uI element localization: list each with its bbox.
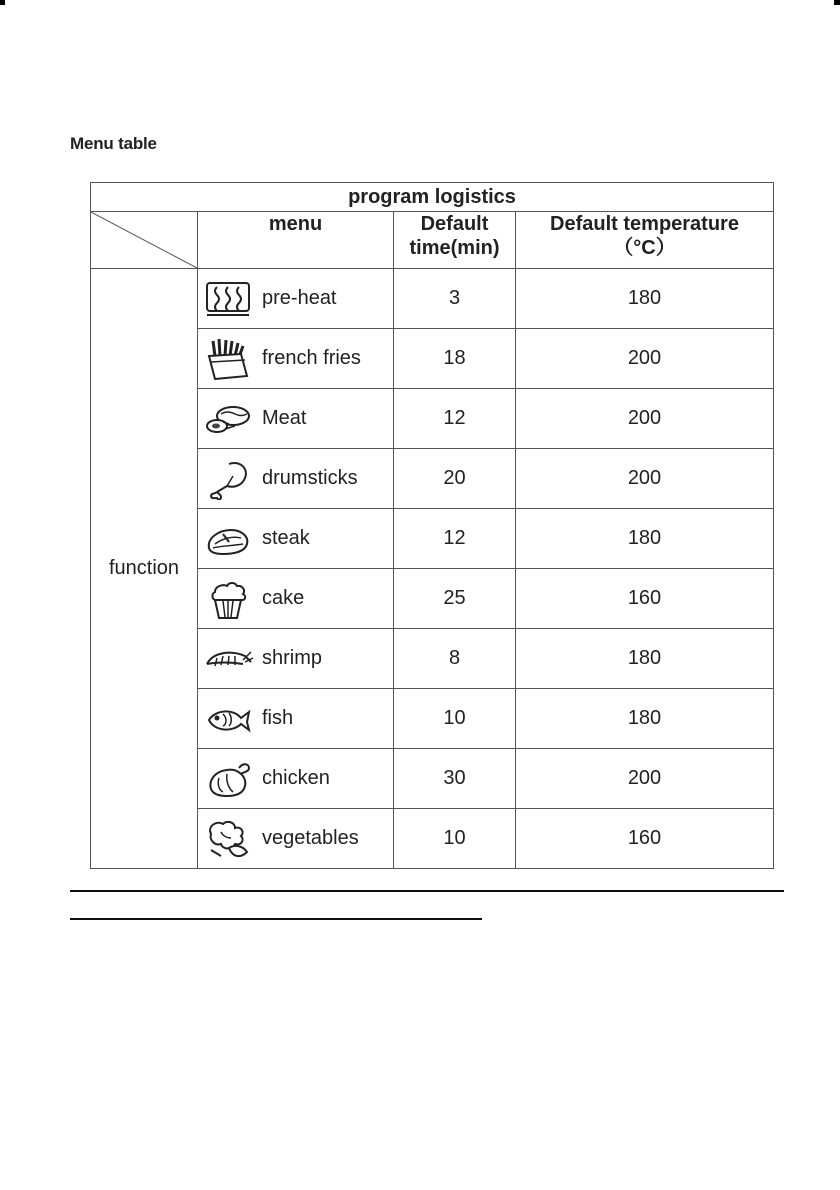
- menu-cell: [198, 389, 394, 449]
- menu-cell: [198, 269, 394, 329]
- vegetables-icon: [202, 816, 254, 862]
- menu-label: cake: [262, 587, 305, 609]
- default-temperature: 180: [516, 689, 774, 749]
- program-table: [90, 182, 774, 869]
- default-time: 25: [394, 569, 516, 629]
- menu-cell: [198, 329, 394, 389]
- default-time: 8: [394, 629, 516, 689]
- menu-label: french fries: [262, 347, 361, 369]
- header-time-line1: Default: [420, 213, 489, 235]
- default-temperature: 180: [516, 629, 774, 689]
- header-temp-line2: （°C）: [613, 237, 676, 259]
- menu-label: pre-heat: [262, 287, 337, 309]
- row-group-label: function: [91, 269, 198, 869]
- menu-label: steak: [262, 527, 310, 549]
- table-title: program logistics: [91, 183, 774, 212]
- default-time: 10: [394, 689, 516, 749]
- diagonal-line: [91, 212, 197, 268]
- meat-icon: [202, 396, 254, 442]
- roast-chicken-icon: [202, 756, 254, 802]
- menu-label: Meat: [262, 407, 307, 429]
- default-temperature: 180: [516, 269, 774, 329]
- default-temperature: 200: [516, 449, 774, 509]
- horizontal-rule-short: [70, 918, 482, 920]
- header-time-line2: time(min): [409, 237, 500, 259]
- header-temp-line1: Default temperature: [550, 213, 739, 235]
- default-time: 18: [394, 329, 516, 389]
- menu-label: vegetables: [262, 827, 359, 849]
- default-temperature: 200: [516, 329, 774, 389]
- table-row: [91, 269, 774, 329]
- horizontal-rule: [70, 890, 784, 892]
- default-time: 3: [394, 269, 516, 329]
- corner-cell: [91, 212, 198, 269]
- menu-cell: [198, 749, 394, 809]
- header-menu: menu: [198, 212, 394, 269]
- french-fries-icon: [202, 336, 254, 382]
- default-time: 20: [394, 449, 516, 509]
- menu-cell: [198, 689, 394, 749]
- corner-mark-left: [0, 0, 5, 5]
- default-time: 10: [394, 809, 516, 869]
- menu-cell: [198, 449, 394, 509]
- default-time: 12: [394, 389, 516, 449]
- default-temperature: 160: [516, 569, 774, 629]
- menu-cell: [198, 809, 394, 869]
- menu-label: drumsticks: [262, 467, 358, 489]
- heat-waves-icon: [202, 276, 254, 322]
- steak-icon: [202, 516, 254, 562]
- drumstick-icon: [202, 456, 254, 502]
- section-heading: Menu table: [70, 134, 157, 153]
- default-temperature: 160: [516, 809, 774, 869]
- cupcake-icon: [202, 576, 254, 622]
- menu-label: fish: [262, 707, 294, 729]
- menu-label: shrimp: [262, 647, 323, 669]
- header-temperature: [516, 212, 774, 269]
- header-time: [394, 212, 516, 269]
- default-time: 30: [394, 749, 516, 809]
- shrimp-icon: [202, 636, 254, 682]
- fish-icon: [202, 696, 254, 742]
- default-time: 12: [394, 509, 516, 569]
- default-temperature: 200: [516, 389, 774, 449]
- menu-cell: [198, 509, 394, 569]
- default-temperature: 200: [516, 749, 774, 809]
- menu-cell: [198, 569, 394, 629]
- corner-mark-right: [834, 0, 840, 5]
- default-temperature: 180: [516, 509, 774, 569]
- menu-cell: [198, 629, 394, 689]
- menu-label: chicken: [262, 767, 330, 789]
